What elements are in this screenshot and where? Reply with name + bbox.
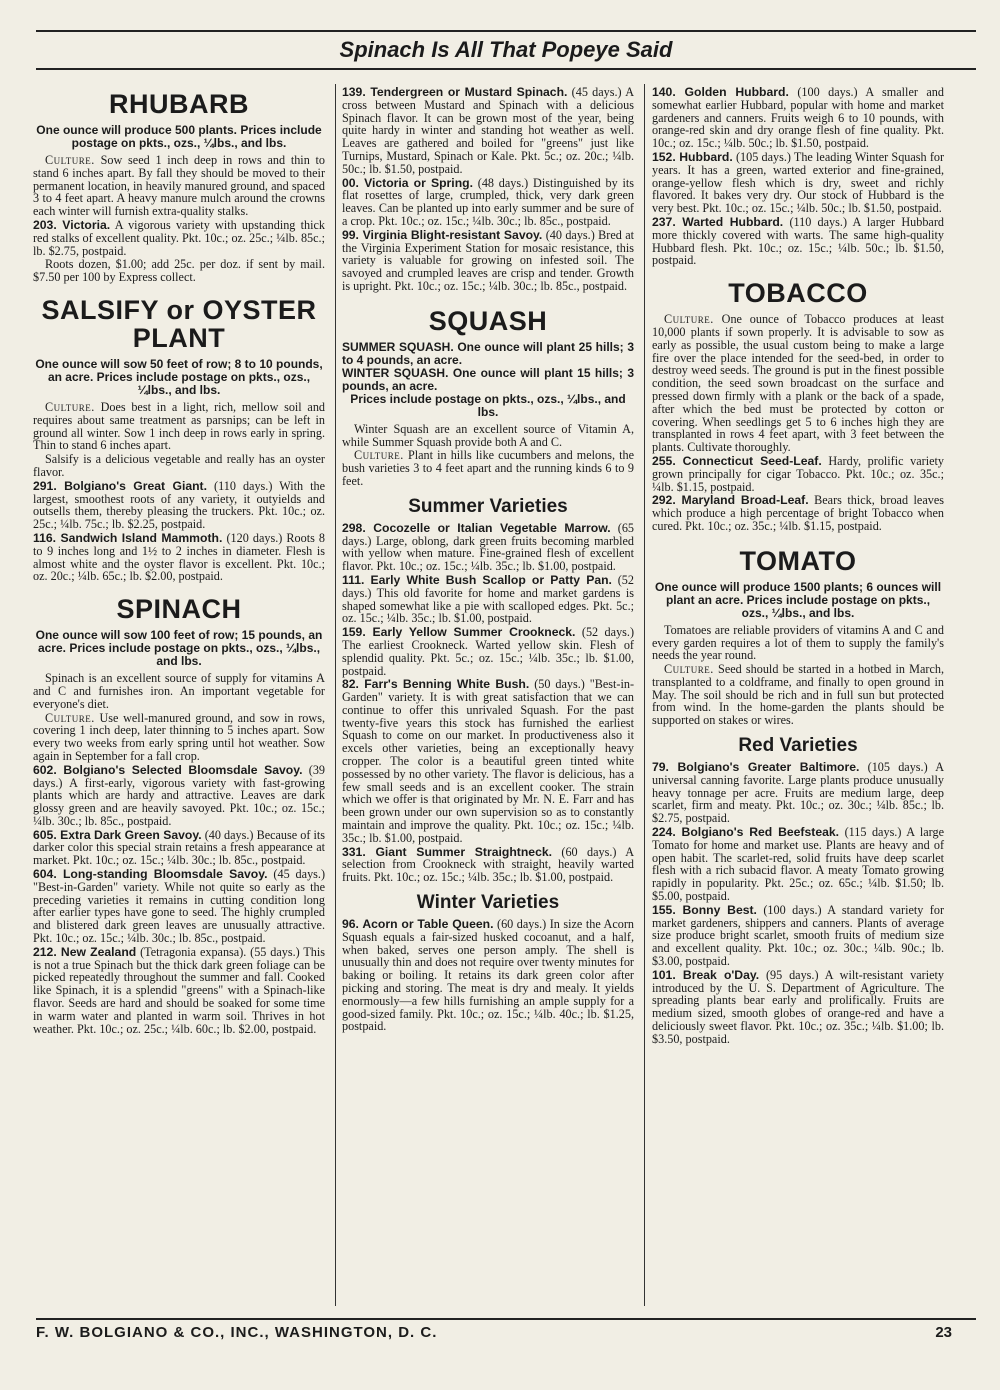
column-right — [652, 86, 944, 1047]
culture-label: Culture. — [45, 399, 95, 414]
culture-text: One ounce of Tobacco produces at least 10,000 plants if sown properly. It is advisable to sow as early as possible, the usual custom being to make a large fire over the place intended for the seed-bed, in order to destroy weed seeds. The ground is put in the finest possible condition, the seed sown broadcast on the surface and pressed down firmly with a plank or the back of a spade, after which the bed must be protected by cotton or covering. When seedlings get 5 to 6 inches high they are transplanted in rows 4 feet apart, with 3 feet between the plants. Cultivate thoroughly. — [652, 312, 944, 455]
list-item — [342, 177, 634, 228]
tomato-heading: TOMATO — [739, 545, 857, 576]
squash-note-prices: Prices include postage on pkts., ozs., ¼lbs., and lbs. — [350, 391, 626, 419]
list-item — [652, 86, 944, 150]
list-item — [652, 826, 944, 903]
variety-description: (52 days.) This old favorite for home and market gardens is shaped somewhat like a pie with scalloped edges. Pkt. 5c.; oz. 15c.; ¼lb. 35c.; lb. $1.00, postpaid. — [342, 572, 634, 626]
tobacco-heading: TOBACCO — [728, 278, 868, 309]
salsify-heading-line2: PLANT — [132, 322, 226, 353]
variety-name: 255. Connecticut Seed-Leaf. — [652, 453, 822, 468]
variety-description: (100 days.) A smaller and somewhat earlier Hubbard, popular with home and market gardeners and canners. Fruits weigh 6 to 10 pounds, with orange-red skin and dry orange flesh of fine quality. Pkt. 10c.; oz. 15c.; ¼lb. 50c.; lb. $1.50, postpaid. — [652, 85, 944, 151]
list-item — [342, 574, 634, 625]
culture-label: Culture. — [664, 312, 714, 327]
variety-description: (60 days.) In size the Acorn Squash equals a fair-sized husked cocoanut, and a half, when baked, serves one person amply. The shell is unusually thin and does not require over twenty minutes for baking or boiling. It retains its dark green color after picking and storing. The meat is dry and mealy. It yields enormously—a few hills furnishing an ample supply for a good-sized family. Pkt. 10c.; oz. 15c.; ¼lb. 40c.; lb. $1.25, postpaid. — [342, 917, 635, 1034]
summer-varieties-heading: Summer Varieties — [408, 495, 568, 517]
list-item — [342, 522, 634, 573]
variety-name: 602. Bolgiano's Selected Bloomsdale Savoy. — [33, 762, 303, 777]
list-item — [342, 86, 634, 176]
variety-name: 79. Bolgiano's Greater Baltimore. — [652, 760, 860, 775]
variety-description: Hardy, prolific variety grown principally for cigar Tobacco. Pkt. 10c.; oz. 35c.; ¼lb. $1.15, postpaid. — [652, 453, 944, 494]
list-item — [652, 216, 944, 267]
variety-name: 237. Warted Hubbard. — [652, 214, 784, 229]
tomato-intro: Tomatoes are reliable providers of vitamins A and C and every garden requires a lot of them to supply the family's needs the year round. — [652, 622, 944, 663]
variety-description: (60 days.) A selection from Crookneck with straight, heavily warted fruits. Pkt. 10c.; oz. 15c.; ¼lb. 35c.; lb. $1.00, postpaid. — [342, 844, 634, 885]
variety-name: 604. Long-standing Bloomsdale Savoy. — [33, 867, 268, 882]
list-item — [342, 678, 634, 844]
culture-label: Culture. — [45, 710, 95, 725]
salsify-extra: Salsify is a delicious vegetable and really has an oyster flavor. — [33, 452, 325, 479]
variety-description: (50 days.) "Best-in-Garden" variety. It is with great satisfaction that we can continue to offer this unrivaled Squash. For the past twenty-five years this stock has furnished the earliest Squash to come on our market. In productiveness also it excels other varieties, being an exceptionally heavy cropper. The color is a beautiful green tinted white possessed by no other variety. The flavor is delicious, has a few small seeds and is an excellent cooker. The strain which we offer is that originated by Mr. N. E. Farr and has been grown under our own supervision so as to constantly maintain and improve the quality. Pkt. 10c.; oz. 15c.; ¼lb. 35c.; lb. $1.00, postpaid. — [342, 677, 635, 845]
variety-name: 152. Hubbard. — [652, 149, 733, 164]
variety-description: (48 days.) Distinguished by its flat rosettes of large, crumpled, thick, very dark green leaves. Can be planted up into early summer and be sure of a crop. Pkt. 10c.; oz. 15c.; ¼lb. 30c.; lb. 85c., postpaid. — [342, 175, 635, 228]
list-item — [33, 946, 325, 1036]
variety-name: 96. Acorn or Table Queen. — [342, 917, 494, 932]
list-item — [33, 219, 325, 257]
rhubarb-heading: RHUBARB — [109, 89, 249, 119]
culture-text: Does best in a light, rich, mellow soil and requires about same treatment as parsnips; can be left in ground all winter. Sow 1 inch deep in rows early in spring. Thin to stand 6 inches apart. — [33, 399, 326, 453]
squash-heading: SQUASH — [428, 305, 548, 336]
rhubarb-roots-note: Roots dozen, $1.00; add 25c. per doz. if sent by mail. $7.50 per 100 by Express collect. — [33, 257, 325, 285]
culture-label: Culture. — [664, 662, 714, 677]
culture-text: Seed should be started in a hotbed in March, transplanted to a coldframe, and finally to open ground in May. The soil should be rich and in full sun but protected from wind. In the home-garden the plants should be supported on stakes or wires. — [652, 662, 945, 728]
variety-name: 159. Early Yellow Summer Crookneck. — [342, 625, 576, 640]
variety-name: 224. Bolgiano's Red Beefsteak. — [652, 825, 840, 840]
tobacco-culture — [652, 313, 944, 454]
list-item — [33, 764, 325, 828]
variety-name: 331. Giant Summer Straightneck. — [342, 844, 553, 859]
winter-varieties-heading: Winter Varieties — [416, 892, 560, 914]
list-item — [342, 846, 634, 884]
list-item — [652, 455, 944, 493]
variety-name: 111. Early White Bush Scallop or Patty Pan. — [342, 572, 612, 587]
variety-name: 139. Tendergreen or Mustard Spinach. — [342, 85, 568, 99]
variety-name: 291. Bolgiano's Great Giant. — [33, 478, 207, 493]
variety-description: (65 days.) Large, oblong, dark green fruits becoming marbled with yellow when mature. Fine-grained flesh of excellent flavor. Pkt. 10c.; oz. 15c.; ¼lb. 35c.; lb. $1.00, postpaid. — [342, 520, 635, 574]
variety-description: (45 days.) "Best-in-Garden" variety. While not quite so early as the preceding varieties it remains in cutting condition long after earlier types have gone to seed. The highly crumpled and blistered dark green leaves are unusually attractive. Pkt. 10c.; oz. 15c.; ¼lb. 30c.; lb. 85c., postpaid. — [33, 867, 326, 946]
list-item — [33, 480, 325, 531]
variety-description: (115 days.) A large Tomato for home and market use. Plants are heavy and of open habit. The scarlet-red, solid fruits have deep scarlet flesh with a rich subacid flavor. A meaty Tomato growing rapidly in popularity. Pkt. 25c.; oz. 65c.; ¼lb. $1.50; lb. $5.00, postpaid. — [652, 825, 945, 904]
salsify-note: One ounce will sow 50 feet of row; 8 to 10 pounds, an acre. Prices include postage on pkts., ozs., ¼lbs., and lbs. — [35, 356, 323, 397]
culture-label: Culture. — [45, 153, 95, 167]
list-item — [33, 829, 325, 867]
variety-description: (110 days.) With the largest, smoothest roots of any variety, it outyields and outsells them, thereby pleasing the truckers. Pkt. 10c.; oz. 25c.; ¼lb. 75c.; lb. $2.25, postpaid. — [33, 478, 325, 532]
variety-description: (Tetragonia expansa). (55 days.) This is not a true Spinach but the thick dark green foliage can be picked repeatedly throughout the summer and fall. Cooked like Spinach, it is a splendid "greens" with a Spinach-like flavor. Seeds are hard and should be soaked for some time in warm water and planted in warm soil. Thrives in hot weather. Pkt. 10c.; oz. 25c.; ¼lb. 60c.; lb. $2.00, postpaid. — [33, 944, 326, 1036]
culture-label: Culture. — [354, 448, 404, 463]
column-middle — [342, 86, 634, 1034]
spinach-note: One ounce will sow 100 feet of row; 15 pounds, an acre. Prices include postage on pkts., ozs., ¼lbs., and lbs. — [35, 628, 323, 669]
culture-text: Sow seed 1 inch deep in rows and thin to stand 6 inches apart. By fall they should be moved to their permanent location, in heavily manured ground, and spaced 3 to 4 feet apart. A heavy manure mulch around the crowns each winter will furnish extra-quality stalks. — [33, 153, 326, 219]
list-item — [652, 151, 944, 215]
variety-description: (105 days.) The leading Winter Squash for years. It has a green, warted exterior and fine-grained, orange-yellow flesh which is dry, sweet and richly flavored. It bakes very dry. Our stock of Hubbard is the very best. Pkt. 10c.; oz. 15c.; ¼lb. 50c.; lb. $1.50, postpaid. — [652, 149, 945, 216]
list-item — [342, 626, 634, 677]
variety-description: Bears thick, broad leaves which produce a high percentage of bright Tobacco when cured. Pkt. 10c.; oz. 35c.; ¼lb. $1.15, postpaid. — [652, 493, 944, 533]
variety-name: 298. Cocozelle or Italian Vegetable Marrow. — [342, 520, 611, 535]
list-item — [652, 904, 944, 968]
page-number: 23 — [935, 1324, 952, 1341]
variety-name: 203. Victoria. — [33, 217, 111, 232]
variety-name: 116. Sandwich Island Mammoth. — [33, 530, 223, 545]
list-item — [33, 868, 325, 945]
variety-description: (52 days.) The earliest Crookneck. Warted yellow skin. Flesh of splendid quality. Pkt. 5c.; oz. 15c.; ¼lb. 35c.; lb. $1.00, postpaid. — [342, 625, 635, 678]
culture-text: Plant in hills like cucumbers and melons, the bush varieties 3 to 4 feet apart and the running kinds 6 to 9 feet. — [342, 448, 634, 488]
salsify-culture — [33, 401, 325, 452]
variety-description: (39 days.) A first-early, vigorous variety with fast-growing plants which are hardy and attractive. Leaves are dark glossy green and are heavily savoyed. Pkt. 10c.; oz. 15c.; ¼lb. 30c.; lb. 85c., postpaid. — [33, 762, 326, 828]
variety-name: 101. Break o'Day. — [652, 967, 760, 982]
squash-intro: Winter Squash are an excellent source of Vitamin A, while Summer Squash provide both A and C. — [342, 421, 634, 449]
variety-description: (95 days.) A wilt-resistant variety introduced by the U. S. Department of Agriculture. The spreading plants bear early and prolifically. Fruits are medium sized, smooth globes of orange-red and have a deliciously sweet flavor. Pkt. 10c.; oz. 35c.; ¼lb. $1.00; lb. $3.50, postpaid. — [652, 967, 944, 1046]
variety-name: 155. Bonny Best. — [652, 902, 757, 917]
list-item — [33, 532, 325, 583]
list-item — [652, 494, 944, 532]
salsify-heading — [33, 296, 325, 352]
column-divider — [335, 84, 336, 1306]
variety-description: (40 days.) Bred at the Virginia Experiment Station for mosaic resistance, this variety is valuable for growing on infested soil. The savoyed and crumpled leaves are crisp and tender. Growth is upright. Pkt. 10c.; oz. 15c.; ¼lb. 30c.; lb. 85c., postpaid. — [342, 227, 634, 293]
page-header — [36, 30, 976, 70]
spinach-culture — [33, 712, 325, 763]
list-item — [652, 761, 944, 825]
list-item — [342, 229, 634, 293]
company-footer: F. W. BOLGIANO & CO., INC., WASHINGTON, D. C. — [36, 1324, 438, 1341]
variety-description: (100 days.) A standard variety for market gardeners, shippers and canners. Plants of average size produce bright scarlet, smooth fruits of medium size and excellent quality. Pkt. 10c.; oz. 30c.; ¼lb. 90c.; lb. $3.00, postpaid. — [652, 902, 945, 969]
culture-text: Use well-manured ground, and sow in rows, covering 1 inch deep, later thinning to 5 inches apart. Sow every two weeks from early spring until hot weather. Sow again in September for a fall crop. — [33, 710, 325, 763]
rhubarb-note: One ounce will produce 500 plants. Prices include postage on pkts., ozs., ¼lbs., and lbs. — [36, 123, 322, 150]
spinach-intro: Spinach is an excellent source of supply for vitamins A and C and furnishes iron. An important vegetable for everyone's diet. — [33, 671, 325, 711]
variety-description: (40 days.) Because of its darker color this special strain retains a fresh appearance at market. Pkt. 10c.; oz. 15c.; ¼lb. 30c.; lb. 85c., postpaid. — [33, 827, 326, 868]
variety-name: 212. New Zealand — [33, 944, 137, 959]
squash-culture — [342, 449, 634, 487]
column-left — [33, 86, 325, 1036]
rhubarb-culture — [33, 154, 325, 218]
squash-note-summer: SUMMER SQUASH. One ounce will plant 25 hills; 3 to 4 pounds, an acre. — [342, 339, 634, 367]
page-title: Spinach Is All That Popeye Said — [339, 37, 673, 62]
variety-name: 00. Victoria or Spring. — [342, 175, 473, 190]
variety-description: (105 days.) A universal canning favorite. Large plants produce unusually heavy tonnage per acre. Fruits are medium large, deep scarlet, firm and meaty. Pkt. 10c.; oz. 30c.; ¼lb. 85c.; lb. $2.75, postpaid. — [652, 760, 945, 826]
tomato-note: One ounce will produce 1500 plants; 6 ounces will plant an acre. Prices include postage on pkts., ozs., ¼lbs., and lbs. — [654, 579, 942, 620]
list-item — [652, 969, 944, 1046]
variety-name: 82. Farr's Benning White Bush. — [342, 677, 530, 692]
tomato-culture — [652, 663, 944, 727]
red-varieties-heading: Red Varieties — [738, 735, 858, 757]
variety-description: (45 days.) A cross between Mustard and Spinach with a delicious Spinach flavor. It can be grown most of the year, being quite hardy in winter and standing hot weather as well. Leaves are gathered and boiled for "greens" just like Turnips, Mustard, Spinach or Kale. Pkt. 5c.; oz. 20c.; ¼lb. 50c.; lb. $1.50, postpaid. — [342, 85, 635, 176]
variety-description: (110 days.) A larger Hubbard more thickly covered with warts. The same high-quality Hubbard flesh. Pkt. 10c.; oz. 15c.; ¼lb. 50c.; lb. $1.50, postpaid. — [652, 214, 944, 268]
spinach-heading: SPINACH — [116, 594, 242, 625]
list-item — [342, 918, 634, 1033]
variety-name: 99. Virginia Blight-resistant Savoy. — [342, 227, 543, 242]
variety-description: (120 days.) Roots 8 to 9 inches long and 1½ to 2 inches in diameter. Flesh is almost white and the oyster flavor is excellent. Pkt. 10c.; oz. 20c.; ¼lb. 65c.; lb. $2.00, postpaid. — [33, 530, 326, 584]
variety-name: 292. Maryland Broad-Leaf. — [652, 493, 809, 508]
page-footer — [36, 1318, 976, 1346]
salsify-heading-line1: SALSIFY or OYSTER — [41, 294, 317, 325]
variety-name: 605. Extra Dark Green Savoy. — [33, 827, 202, 842]
squash-note-winter: WINTER SQUASH. One ounce will plant 15 hills; 3 pounds, an acre. — [342, 365, 634, 393]
variety-name: 140. Golden Hubbard. — [652, 85, 789, 99]
variety-description: A vigorous variety with upstanding thick red stalks of excellent quality. Pkt. 10c.; oz. 25c.; ¼lb. 85c.; lb. $2.75, postpaid. — [33, 217, 325, 258]
column-divider — [644, 84, 645, 1306]
